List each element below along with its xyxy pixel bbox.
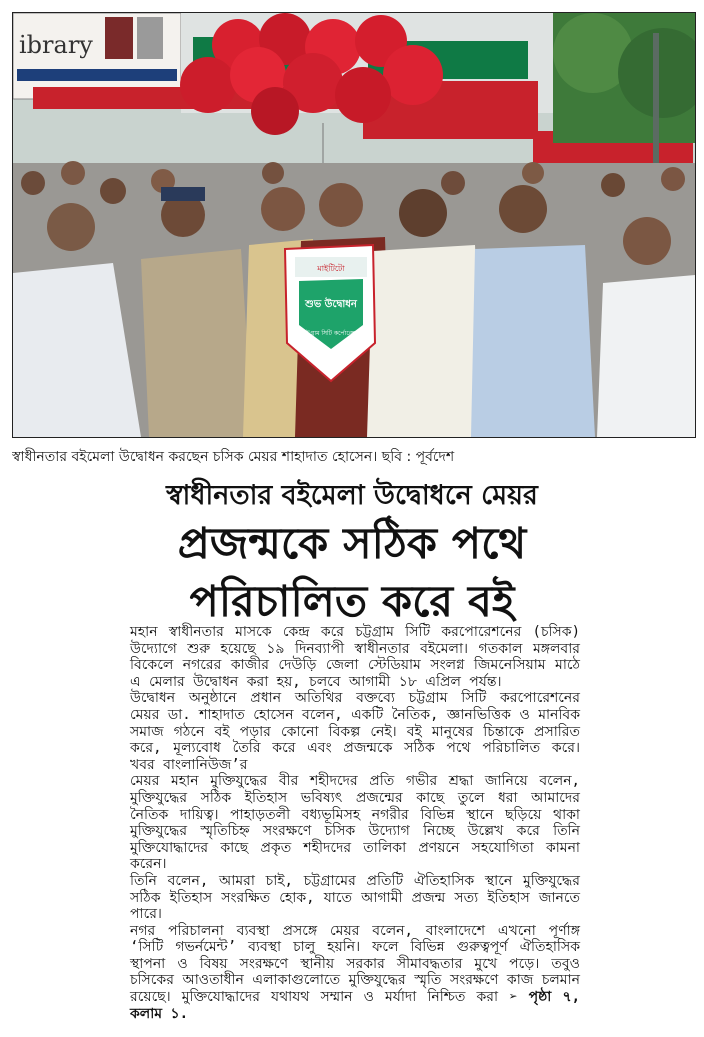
news-photo [12,12,696,438]
article-paragraph: উদ্বোধন অনুষ্ঠানে প্রধান অতিথির বক্তব্যে চট্টগ্রাম সিটি করপোরেশনের মেয়র ডা. শাহাদাত হোসেন বলেন, একটি নৈতিক, জ্ঞানভিত্তিক ও মানবিক সমাজ গঠনে বই পড়ার কোনো বিকল্প নেই। বই মানুষের চিন্তাকে প্রসারিত করে, মূল্যবোধ তৈরি করে এবং প্রজন্মকে সঠিক পথে পরিচালিত করে। খবর বাংলানিউজ’র [130,690,580,773]
article-body [130,624,580,1022]
article-paragraph-last [130,923,580,1023]
headline-kicker: স্বাধীনতার বইমেলা উদ্বোধনে মেয়র [166,480,538,511]
article-paragraph: মহান স্বাধীনতার মাসকে কেন্দ্র করে চট্টগ্রাম সিটি করপোরেশনের (চসিক) উদ্যোগে শুরু হয়েছে ১৯ দিনব্যাপী স্বাধীনতার বইমেলা। গতকাল মঙ্গলবার বিকেলে নগরের কাজীর দেউড়ি জেলা স্টেডিয়াম সংলগ্ন জিমনেসিয়াম মাঠে এ মেলার উদ্বোধন করা হয়, চলবে আগামী ১৮ এপ্রিল পর্যন্ত। [130,624,580,690]
headline-line-2: পরিচালিত করে বই [189,577,515,627]
banner-top-text: মাইটিটো [317,264,345,273]
banner-main-text: শুভ উদ্বোধন [305,299,357,310]
library-sign [13,13,181,99]
article-paragraph-text: নগর পরিচালনা ব্যবস্থা প্রসঙ্গে মেয়র বলেন, বাংলাদেশে এখনো পূর্ণাঙ্গ ‘সিটি গভর্নমেন্ট’ ব্যবস্থা চালু হয়নি। ফলে বিভিন্ন গুরুত্বপূর্ণ ঐতিহাসিক স্থাপনা ও বিষয় সংরক্ষণে স্থানীয় সরকার সীমাবদ্ধতার মুখে পড়ে। তবুও চসিকের আওতাধীন এলাকাগুলোতে মুক্তিযুদ্ধের স্মৃতি সংরক্ষণে কাজ চলমান রয়েছে। মুক্তিযোদ্ধাদের যথাযথ সম্মান ও মর্যাদা নিশ্চিত করা [130,922,580,1006]
banner-bottom-text: চট্টগ্রাম সিটি কর্পোরেশন [302,330,360,337]
photo-caption: স্বাধীনতার বইমেলা উদ্বোধন করছেন চসিক মেয়র শাহাদাত হোসেন। ছবি : পূর্বদেশ [12,449,455,465]
article-paragraph: তিনি বলেন, আমরা চাই, চট্টগ্রামের প্রতিটি ঐতিহাসিক স্থানে মুক্তিযুদ্ধের সঠিক ইতিহাস সংরক্ষিত হোক, যাতে আগামী প্রজন্ম সত্য ইতিহাস জানতে পারে। [130,872,580,923]
headline-line-1: প্রজন্মকে সঠিক পথে [177,519,527,569]
article-paragraph: মেয়র মহান মুক্তিযুদ্ধের বীর শহীদদের প্রতি গভীর শ্রদ্ধা জানিয়ে বলেন, মুক্তিযুদ্ধের সঠিক ইতিহাস ভবিষ্যৎ প্রজন্মের কাছে তুলে ধরা আমাদের নৈতিক দায়িত্ব। পাহাড়তলী বধ্যভূমিসহ নগরীর বিভিন্ন স্থানে ছড়িয়ে থাকা মুক্তিযুদ্ধের স্মৃতিচিহ্ন সংরক্ষণে চসিক উদ্যোগ নিচ্ছে উল্লেখ করে তিনি মুক্তিযোদ্ধাদের কাছে প্রকৃত শহীদদের তালিকা প্রণয়নে সহযোগিতা কামনা করেন। [130,773,580,873]
sign-text: ibrary [19,31,93,59]
continuation-jump[interactable]: ➢ পৃষ্ঠা ৭, কলাম ১. [130,989,580,1022]
